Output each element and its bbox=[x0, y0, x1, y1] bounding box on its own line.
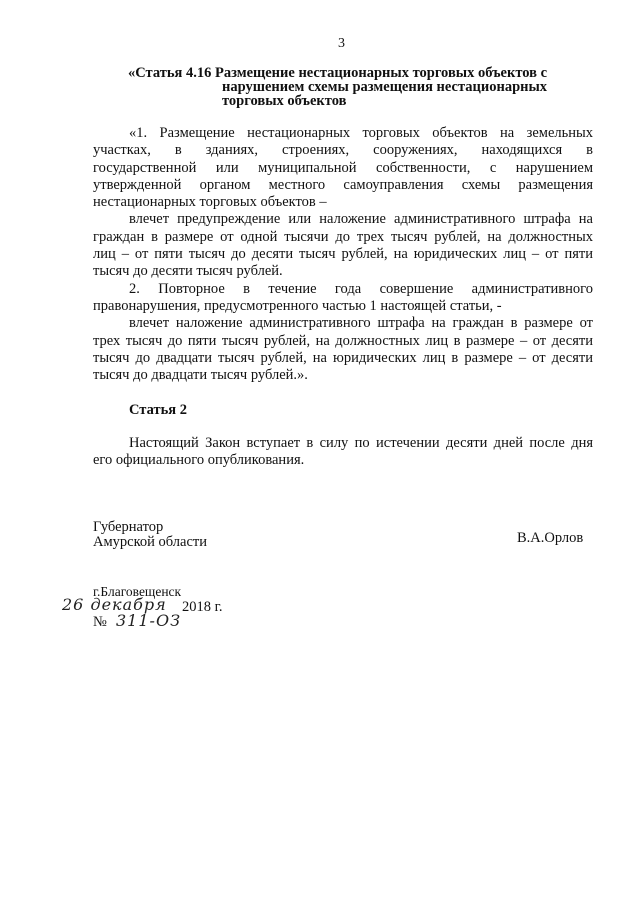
handwritten-date: 26 декабря bbox=[62, 595, 167, 614]
part2-penalty-line: трех тысяч до пяти тысяч рублей, на должностных лиц в размере – от десяти bbox=[93, 332, 593, 349]
part1-penalty-line: влечет предупреждение или наложение административного штрафа на bbox=[129, 211, 593, 228]
part1-penalty-line: граждан в размере от одной тысячи до трех тысяч рублей, на должностных bbox=[93, 228, 593, 245]
part2-penalty-line: тысяч до двадцати тысяч рублей, на юридических лиц в размере – от десяти bbox=[93, 349, 593, 366]
article2-heading: Статья 2 bbox=[129, 402, 187, 418]
signature-position-line-2: Амурской области bbox=[93, 534, 207, 550]
article-title-line-2: нарушением схемы размещения нестационарных bbox=[222, 79, 548, 95]
page-number: 3 bbox=[338, 36, 345, 51]
part2-line: 2. Повторное в течение года совершение административного bbox=[129, 280, 593, 297]
part2-line: правонарушения, предусмотренного частью 1 настоящей статьи, - bbox=[93, 297, 502, 314]
article2-line: его официального опубликования. bbox=[93, 452, 305, 469]
part1-line: участках, в зданиях, строениях, сооружениях, находящихся в bbox=[93, 142, 593, 159]
article2-line: Настоящий Закон вступает в силу по истечении десяти дней после дня bbox=[129, 435, 593, 451]
part1-penalty-line: лиц – от пяти тысяч до десяти тысяч рублей, на юридических лиц – от пяти bbox=[93, 246, 593, 263]
part1-line: утвержденной органом местного самоуправления схемы размещения bbox=[93, 176, 593, 193]
document-year: 2018 г. bbox=[182, 599, 223, 615]
part1-line: «1. Размещение нестационарных торговых объектов на земельных bbox=[129, 125, 593, 141]
article-body bbox=[93, 125, 593, 384]
article2-body bbox=[93, 435, 593, 470]
number-label: № bbox=[93, 614, 107, 630]
part1-line: нестационарных торговых объектов – bbox=[93, 194, 327, 211]
article-title-line-3: торговых объектов bbox=[222, 93, 347, 109]
part2-penalty-line: влечет наложение административного штрафа на граждан в размере от bbox=[129, 315, 593, 332]
part2-penalty-line: тысяч до двадцати тысяч рублей.». bbox=[93, 367, 308, 384]
place-city: г.Благовещенск bbox=[93, 584, 182, 599]
handwritten-number: 311-ОЗ bbox=[116, 611, 182, 630]
article-title-line-1: «Статья 4.16 Размещение нестационарных торговых объектов с bbox=[128, 65, 548, 81]
part1-penalty-line: тысяч до десяти тысяч рублей. bbox=[93, 263, 283, 280]
signature-name: В.А.Орлов bbox=[517, 530, 584, 546]
part1-line: государственной или муниципальной собственности, с нарушением bbox=[93, 159, 593, 176]
signature-position-line-1: Губернатор bbox=[93, 519, 164, 535]
